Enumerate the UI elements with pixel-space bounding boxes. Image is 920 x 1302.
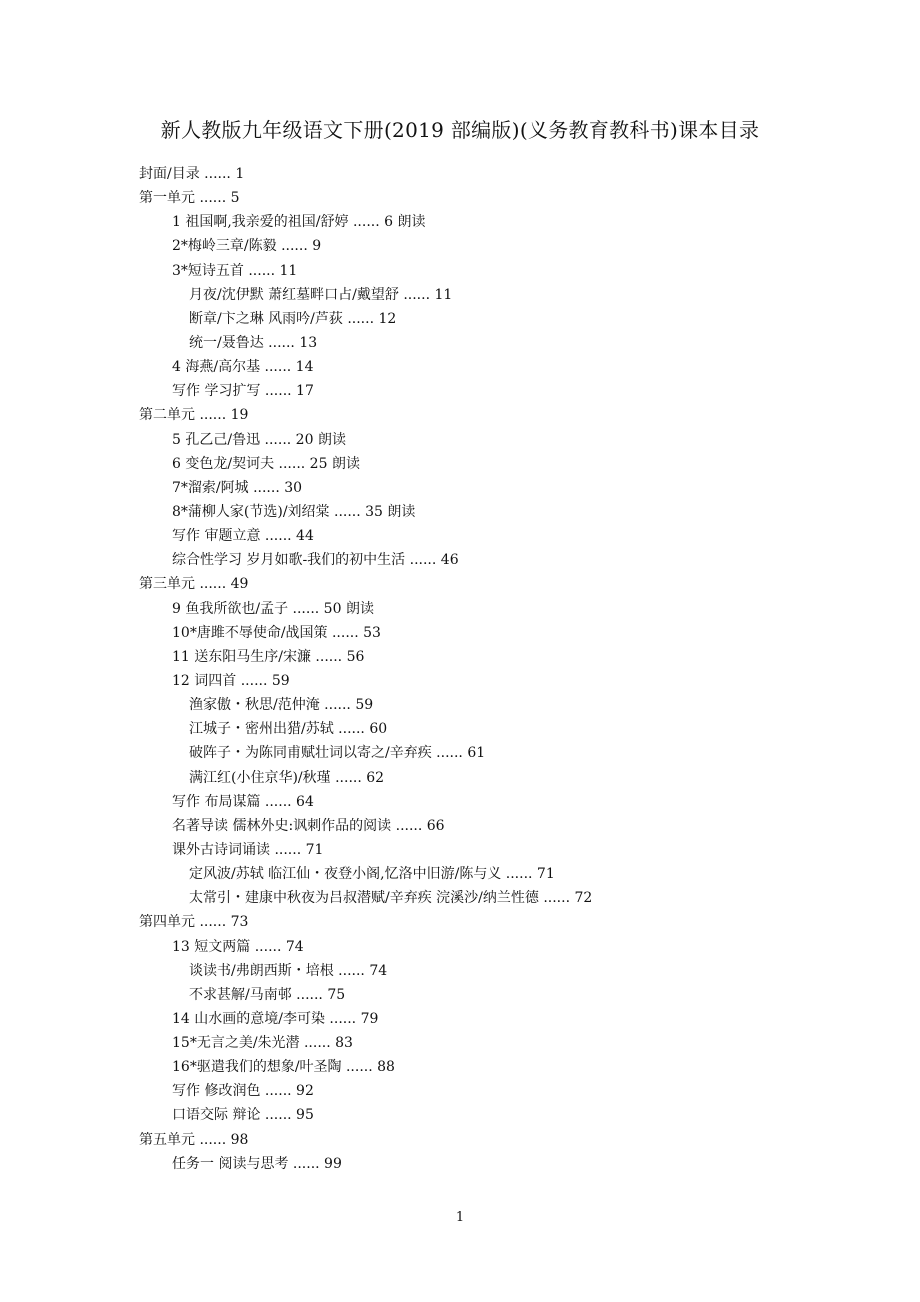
toc-lesson-entry: 任务一 阅读与思考 ...... 99 xyxy=(172,1155,342,1172)
toc-subentry: 统一/聂鲁达 ...... 13 xyxy=(189,334,318,351)
toc-subentry: 太常引・建康中秋夜为吕叔潜赋/辛弃疾 浣溪沙/纳兰性德 ...... 72 xyxy=(189,890,593,907)
toc-lesson-entry: 课外古诗词诵读 ...... 71 xyxy=(172,841,324,858)
toc-unit-entry: 第四单元 ...... 73 xyxy=(139,914,249,931)
toc-lesson-entry: 8*蒲柳人家(节选)/刘绍棠 ...... 35 朗读 xyxy=(172,503,416,520)
toc-lesson-entry: 6 变色龙/契诃夫 ...... 25 朗读 xyxy=(172,455,360,472)
toc-lesson-entry: 综合性学习 岁月如歌-我们的初中生活 ...... 46 xyxy=(172,552,459,569)
toc-lesson-entry: 写作 审题立意 ...... 44 xyxy=(172,528,314,545)
toc-lesson-entry: 2*梅岭三章/陈毅 ...... 9 xyxy=(172,238,322,255)
toc-subentry: 满江红(小住京华)/秋瑾 ...... 62 xyxy=(189,769,385,786)
page-number: 1 xyxy=(455,1210,465,1225)
toc-subentry: 断章/卞之琳 风雨吟/芦荻 ...... 12 xyxy=(189,310,397,327)
toc-unit-entry: 第五单元 ...... 98 xyxy=(139,1131,249,1148)
toc-lesson-entry: 写作 学习扩写 ...... 17 xyxy=(172,383,314,400)
toc-lesson-entry: 写作 布局谋篇 ...... 64 xyxy=(172,793,314,810)
toc-subentry: 破阵子・为陈同甫赋壮词以寄之/辛弃疾 ...... 61 xyxy=(189,745,486,762)
toc-unit-entry: 封面/目录 ...... 1 xyxy=(139,166,245,182)
toc-lesson-entry: 名著导读 儒林外史:讽刺作品的阅读 ...... 66 xyxy=(172,817,445,834)
toc-lesson-entry: 11 送东阳马生序/宋濂 ...... 56 xyxy=(172,648,365,665)
toc-subentry: 月夜/沈伊默 萧红墓畔口占/戴望舒 ...... 11 xyxy=(189,286,453,303)
toc-subentry: 不求甚解/马南邨 ...... 75 xyxy=(189,986,346,1003)
toc-lesson-entry: 13 短文两篇 ...... 74 xyxy=(172,938,304,955)
toc-lesson-entry: 4 海燕/高尔基 ...... 14 xyxy=(172,359,314,376)
toc-lesson-entry: 15*无言之美/朱光潜 ...... 83 xyxy=(172,1035,353,1052)
toc-unit-entry: 第二单元 ...... 19 xyxy=(139,407,249,424)
toc-lesson-entry: 16*驱遣我们的想象/叶圣陶 ...... 88 xyxy=(172,1059,395,1076)
toc-lesson-entry: 10*唐雎不辱使命/战国策 ...... 53 xyxy=(172,624,381,641)
toc-subentry: 谈读书/弗朗西斯・培根 ...... 74 xyxy=(189,962,388,979)
toc-unit-entry: 第一单元 ...... 5 xyxy=(139,190,240,207)
toc-subentry: 渔家傲・秋思/范仲淹 ...... 59 xyxy=(189,697,374,714)
toc-lesson-entry: 7*溜索/阿城 ...... 30 xyxy=(172,479,303,496)
toc-subentry: 江城子・密州出猎/苏轼 ...... 60 xyxy=(189,721,388,738)
toc-lesson-entry: 9 鱼我所欲也/孟子 ...... 50 朗读 xyxy=(172,600,374,617)
toc-subentry: 定风波/苏轼 临江仙・夜登小阁,忆洛中旧游/陈与义 ...... 71 xyxy=(189,866,555,883)
toc-lesson-entry: 1 祖国啊,我亲爱的祖国/舒婷 ...... 6 朗读 xyxy=(172,214,426,231)
toc-lesson-entry: 12 词四首 ...... 59 xyxy=(172,672,290,689)
toc-lesson-entry: 写作 修改润色 ...... 92 xyxy=(172,1083,314,1100)
toc-lesson-entry: 3*短诗五首 ...... 11 xyxy=(172,262,298,279)
toc-lesson-entry: 5 孔乙己/鲁迅 ...... 20 朗读 xyxy=(172,431,346,448)
document-title: 新人教版九年级语文下册(2019 部编版)(义务教育教科书)课本目录 xyxy=(160,118,760,142)
toc-lesson-entry: 14 山水画的意境/李可染 ...... 79 xyxy=(172,1010,379,1027)
toc-unit-entry: 第三单元 ...... 49 xyxy=(139,576,249,593)
table-of-contents xyxy=(139,162,859,1176)
toc-lesson-entry: 口语交际 辩论 ...... 95 xyxy=(172,1107,314,1124)
